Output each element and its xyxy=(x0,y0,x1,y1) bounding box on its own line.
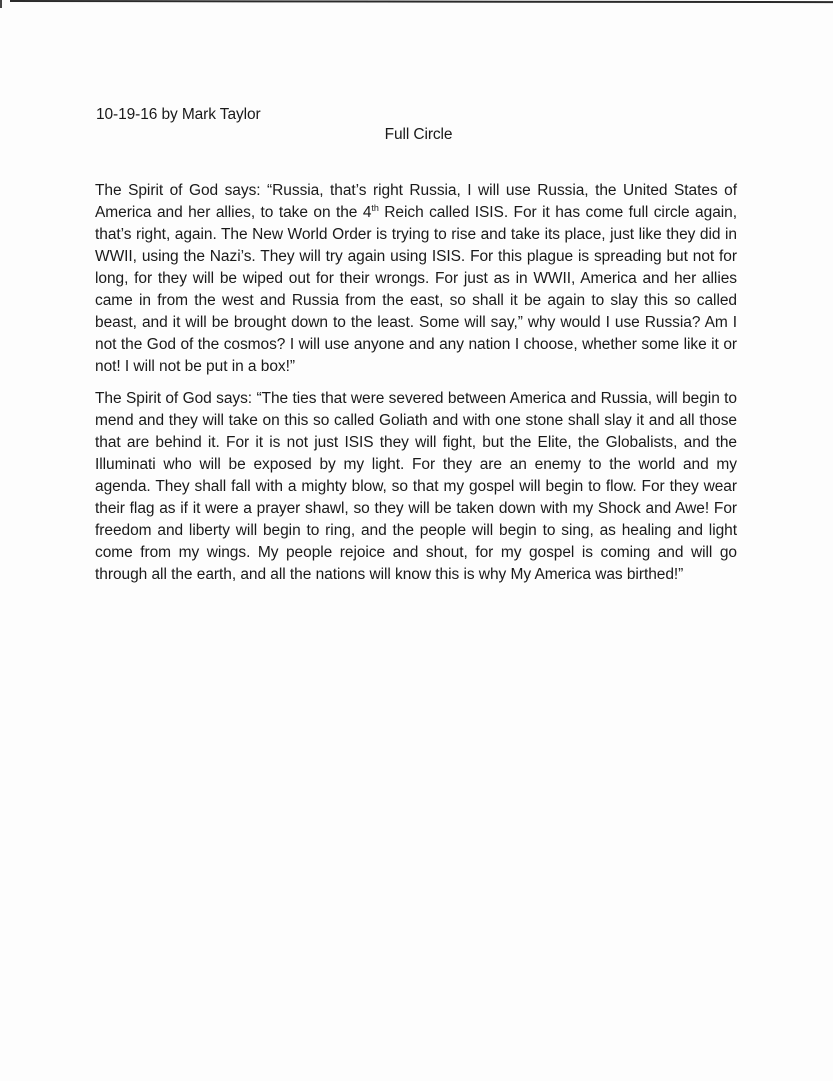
paragraph-1-text-start: The Spirit of God says: “Russia, that’s right Russia, I will use Russia, the United States of America and her allies, to take on the 4 xyxy=(95,182,737,221)
scan-edge-line xyxy=(10,0,833,7)
scan-corner-mark xyxy=(0,0,8,8)
ordinal-suffix: th xyxy=(371,202,379,213)
byline: 10-19-16 by Mark Taylor xyxy=(96,106,261,123)
paragraph-1 xyxy=(95,180,737,378)
document-title: Full Circle xyxy=(384,126,453,143)
paragraph-1-text-end: Reich called ISIS. For it has come full circle again, that’s right, again. The New World Order is trying to rise and take its place, just like they did in WWII, using the Nazi’s. They will try again using ISIS. For this plague is spreading but not for long, for they will be wiped out for their wrongs. For just as in WWII, America and her allies came in from the west and Russia from the east, so shall it be again to slay this so called beast, and it will be brought down to the least. Some will say,” why would I use Russia? Am I not the God of the cosmos? I will use anyone and any nation I choose, whether some like it or not! I will not be put in a box!” xyxy=(95,204,737,375)
paragraph-2: The Spirit of God says: “The ties that were severed between America and Russia, will begin to mend and they will take on this so called Goliath and with one stone shall slay it and all those that are behind it. For it is not just ISIS they will fight, but the Elite, the Globalists, and the Illuminati who will be exposed by my light. For they are an enemy to the world and my agenda. They shall fall with a mighty blow, so that my gospel will begin to flow. For they wear their flag as if it were a prayer shawl, so they will be taken down with my Shock and Awe! For freedom and liberty will begin to ring, and the people will begin to sing, as healing and light come from my wings. My people rejoice and shout, for my gospel is coming and will go through all the earth, and all the nations will know this is why My America was birthed!” xyxy=(95,390,737,583)
document-body xyxy=(95,180,737,596)
